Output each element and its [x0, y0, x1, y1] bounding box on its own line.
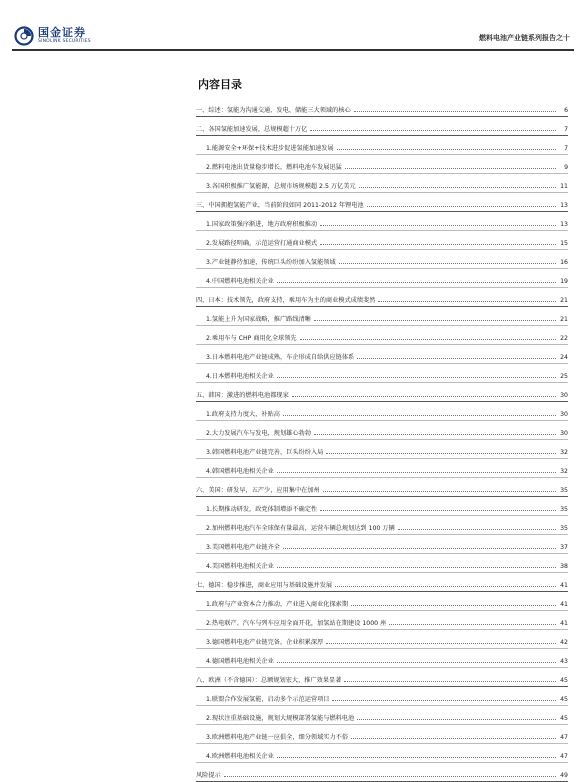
- toc-leader-dots: [332, 699, 556, 701]
- toc-section-entry[interactable]: [196, 288, 568, 307]
- toc-leader-dots: [277, 376, 556, 378]
- toc-entry-text: 二、各国氢能加速发展，总规模超十万亿: [196, 126, 308, 133]
- toc-subsection-entry[interactable]: [196, 307, 568, 326]
- toc-subsection-entry[interactable]: [196, 250, 568, 269]
- toc-leader-dots: [277, 566, 556, 568]
- toc-page-number: 35: [560, 506, 568, 513]
- toc-entry-text: 3.韩国燃料电池产业链完善，巨头纷纷入局: [206, 449, 324, 456]
- toc-entry-text: 2.发展路径明确，示范运营打通商业模式: [206, 240, 318, 247]
- page-header: [0, 0, 586, 56]
- toc-subsection-entry[interactable]: [196, 440, 568, 459]
- toc-section-entry[interactable]: [196, 193, 568, 212]
- toc-page-number: 30: [560, 411, 568, 418]
- toc-entry-text: 1.联盟合作发展氢能，启动多个示范运营项目: [206, 696, 330, 703]
- company-logo: [14, 24, 91, 48]
- toc-subsection-entry[interactable]: [196, 421, 568, 440]
- toc-entry-text: 五、韩国：激进的燃料电池都现家: [196, 392, 289, 399]
- toc-page-number: 16: [560, 259, 568, 266]
- toc-page-number: 22: [560, 335, 568, 342]
- toc-leader-dots: [354, 110, 556, 112]
- toc-subsection-entry[interactable]: [196, 554, 568, 573]
- toc-entry-text: 1.政府支持力度大、补贴高: [206, 411, 280, 418]
- toc-section-entry[interactable]: [196, 117, 568, 136]
- toc-subsection-entry[interactable]: [196, 516, 568, 535]
- toc-leader-dots: [300, 338, 556, 340]
- toc-entry-text: 3.美国燃料电池产业链齐全: [206, 544, 280, 551]
- toc-subsection-entry[interactable]: [196, 649, 568, 668]
- toc-entry-text: 七、德国：稳步推进，商业应用与基础设施并发展: [196, 582, 333, 589]
- toc-leader-dots: [378, 300, 556, 302]
- toc-page-number: 9: [564, 164, 568, 171]
- toc-entry-text: 4.韩国燃料电池相关企业: [206, 468, 274, 475]
- toc-page-number: 38: [560, 563, 568, 570]
- toc-page-number: 42: [560, 639, 568, 646]
- toc-section-entry[interactable]: [196, 98, 568, 117]
- toc-entry-text: 2.热电联产、汽车与列车应用全面开花，加氢站在期建设 1000 座: [206, 620, 387, 627]
- toc-entry-text: 3.产业链静待加速，传统巨头纷纷加入氢能领域: [206, 259, 336, 266]
- toc-page-number: 15: [560, 240, 568, 247]
- toc-leader-dots: [277, 471, 556, 473]
- toc-page-number: 13: [560, 202, 568, 209]
- toc-leader-dots: [389, 623, 556, 625]
- toc-page-number: 41: [560, 601, 568, 608]
- toc-leader-dots: [339, 262, 556, 264]
- toc-leader-dots: [310, 129, 556, 131]
- toc-subsection-entry[interactable]: [196, 744, 568, 763]
- toc-section-entry[interactable]: [196, 478, 568, 497]
- toc-entry-text: 4.日本燃料电池相关企业: [206, 373, 274, 380]
- toc-leader-dots: [337, 148, 556, 150]
- toc-entry-text: 2.加州燃料电池汽车全球保有量最高，运营车辆总规划达到 100 万辆: [206, 525, 395, 532]
- toc-subsection-entry[interactable]: [196, 630, 568, 649]
- toc-heading: 内容目录: [198, 78, 242, 91]
- toc-subsection-entry[interactable]: [196, 231, 568, 250]
- toc-subsection-entry[interactable]: [196, 402, 568, 421]
- toc-entry-text: 八、欧洲（不含德国）：总额规划宏大，推广效果显著: [196, 677, 342, 684]
- toc-entry-text: 2.大力发展汽车与发电，规划雄心勃勃: [206, 430, 311, 437]
- toc-entry-text: 1.长期推动研发，政党体制增添不确定性: [206, 506, 318, 513]
- toc-leader-dots: [277, 756, 556, 758]
- logo-chinese-name: 国金证券: [38, 26, 86, 40]
- toc-entry-text: 3.各国积极推广氢能源，总规市场规模超 2.5 万亿美元: [206, 183, 356, 190]
- toc-page-number: 41: [560, 582, 568, 589]
- toc-leader-dots: [351, 604, 556, 606]
- toc-page-number: 19: [560, 278, 568, 285]
- toc-leader-dots: [326, 642, 556, 644]
- toc-leader-dots: [357, 357, 556, 359]
- toc-page-number: 45: [560, 715, 568, 722]
- toc-subsection-entry[interactable]: [196, 611, 568, 630]
- toc-entry-text: 1.氢能上升为国家战略，推广路线清晰: [206, 316, 311, 323]
- logo-emblem-icon: [14, 26, 34, 46]
- report-series-title: 燃料电池产业链系列报告之十: [479, 34, 570, 42]
- toc-entry-text: 4.中国燃料电池相关企业: [206, 278, 274, 285]
- toc-subsection-entry[interactable]: [196, 326, 568, 345]
- toc-entry-text: 3.日本燃料电池产业链成熟，车企形成自给供应链体系: [206, 354, 355, 361]
- toc-entry-text: 4.德国燃料电池相关企业: [206, 658, 274, 665]
- toc-page-number: 7: [564, 126, 568, 133]
- toc-entry-text: 1.政府与产业资本合力推动，产业进入商业化探索期: [206, 601, 349, 608]
- toc-page-number: 32: [560, 449, 568, 456]
- toc-page-number: 32: [560, 468, 568, 475]
- toc-entry-text: 4.美国燃料电池相关企业: [206, 563, 274, 570]
- toc-page-number: 45: [560, 677, 568, 684]
- header-divider: [12, 49, 574, 51]
- toc-leader-dots: [359, 186, 556, 188]
- toc-entry-text: 2.燃料电池出货量稳步增长，燃料电池车发展迅猛: [206, 164, 342, 171]
- toc-subsection-entry[interactable]: [196, 269, 568, 288]
- toc-subsection-entry[interactable]: [196, 174, 568, 193]
- toc-entry-text: 四、日本：技术领先，政府支持，乘用车为主的商业模式成绩斐然: [196, 297, 376, 304]
- toc-leader-dots: [320, 509, 556, 511]
- table-of-contents: [196, 98, 568, 782]
- toc-subsection-entry[interactable]: [196, 212, 568, 231]
- toc-leader-dots: [320, 243, 556, 245]
- toc-page-number: 7: [564, 145, 568, 152]
- toc-page-number: 35: [560, 525, 568, 532]
- toc-subsection-entry[interactable]: [196, 136, 568, 155]
- toc-entry-text: 一、综述：氢能为沟通交通、发电、储能三大领域的核心: [196, 107, 351, 114]
- toc-page-number: 45: [560, 696, 568, 703]
- toc-subsection-entry[interactable]: [196, 592, 568, 611]
- toc-subsection-entry[interactable]: [196, 497, 568, 516]
- toc-page-number: 47: [560, 753, 568, 760]
- toc-subsection-entry[interactable]: [196, 706, 568, 725]
- toc-leader-dots: [277, 281, 556, 283]
- toc-subsection-entry[interactable]: [196, 345, 568, 364]
- toc-entry-text: 2.乘用车与 CHP 商用化全球领先: [206, 335, 297, 342]
- toc-section-entry[interactable]: [196, 383, 568, 402]
- toc-leader-dots: [314, 433, 556, 435]
- toc-entry-text: 六、美国：研发早，五产少，应用集中在加州: [196, 487, 320, 494]
- toc-leader-dots: [323, 490, 556, 492]
- toc-page-number: 41: [560, 620, 568, 627]
- toc-leader-dots: [292, 395, 556, 397]
- toc-section-entry[interactable]: [196, 668, 568, 687]
- toc-leader-dots: [277, 661, 556, 663]
- toc-leader-dots: [283, 547, 556, 549]
- toc-page-number: 24: [560, 354, 568, 361]
- toc-page-number: 13: [560, 221, 568, 228]
- toc-leader-dots: [398, 528, 556, 530]
- toc-leader-dots: [367, 205, 556, 207]
- toc-page-number: 25: [560, 373, 568, 380]
- toc-leader-dots: [314, 319, 556, 321]
- toc-leader-dots: [326, 452, 556, 454]
- toc-subsection-entry[interactable]: [196, 459, 568, 478]
- toc-leader-dots: [283, 414, 556, 416]
- toc-subsection-entry[interactable]: [196, 535, 568, 554]
- toc-page-number: 6: [564, 107, 568, 114]
- toc-entry-text: 3.欧洲燃料电池产业链一应俱全，细分领域实力不俗: [206, 734, 349, 741]
- toc-leader-dots: [320, 224, 556, 226]
- toc-page-number: 35: [560, 487, 568, 494]
- logo-english-name: SINOLINK SECURITIES: [38, 39, 91, 45]
- toc-page-number: 49: [560, 772, 568, 779]
- toc-entry-text: 4.欧洲燃料电池相关企业: [206, 753, 274, 760]
- toc-leader-dots: [357, 718, 556, 720]
- toc-entry-text: 2.现状注重基础设施，规划大规模部署氢能与燃料电池: [206, 715, 355, 722]
- toc-entry-text: 3.德国燃料电池产业链完备，企业积累深厚: [206, 639, 324, 646]
- toc-entry-text: 1.能源安全+环保+技术进步促进氢能加速发展: [206, 145, 334, 152]
- toc-page-number: 30: [560, 392, 568, 399]
- toc-entry-text: 1.国家政策强序渐进，地方政府积极推动: [206, 221, 318, 228]
- toc-page-number: 47: [560, 734, 568, 741]
- toc-subsection-entry[interactable]: [196, 725, 568, 744]
- toc-entry-text: 风险提示: [196, 772, 221, 779]
- toc-page-number: 43: [560, 658, 568, 665]
- toc-subsection-entry[interactable]: [196, 364, 568, 383]
- toc-subsection-entry[interactable]: [196, 687, 568, 706]
- toc-leader-dots: [345, 167, 556, 169]
- toc-page-number: 37: [560, 544, 568, 551]
- toc-subsection-entry[interactable]: [196, 155, 568, 174]
- toc-leader-dots: [344, 680, 556, 682]
- toc-page-number: 11: [560, 183, 568, 190]
- toc-page-number: 21: [560, 316, 568, 323]
- toc-section-entry[interactable]: [196, 763, 568, 782]
- toc-section-entry[interactable]: [196, 573, 568, 592]
- toc-leader-dots: [224, 775, 556, 777]
- toc-entry-text: 三、中国拥抱氢能产业，当前阶段如同 2011-2012 年锂电池: [196, 202, 364, 209]
- toc-page-number: 21: [560, 297, 568, 304]
- toc-leader-dots: [351, 737, 556, 739]
- toc-leader-dots: [335, 585, 556, 587]
- toc-page-number: 30: [560, 430, 568, 437]
